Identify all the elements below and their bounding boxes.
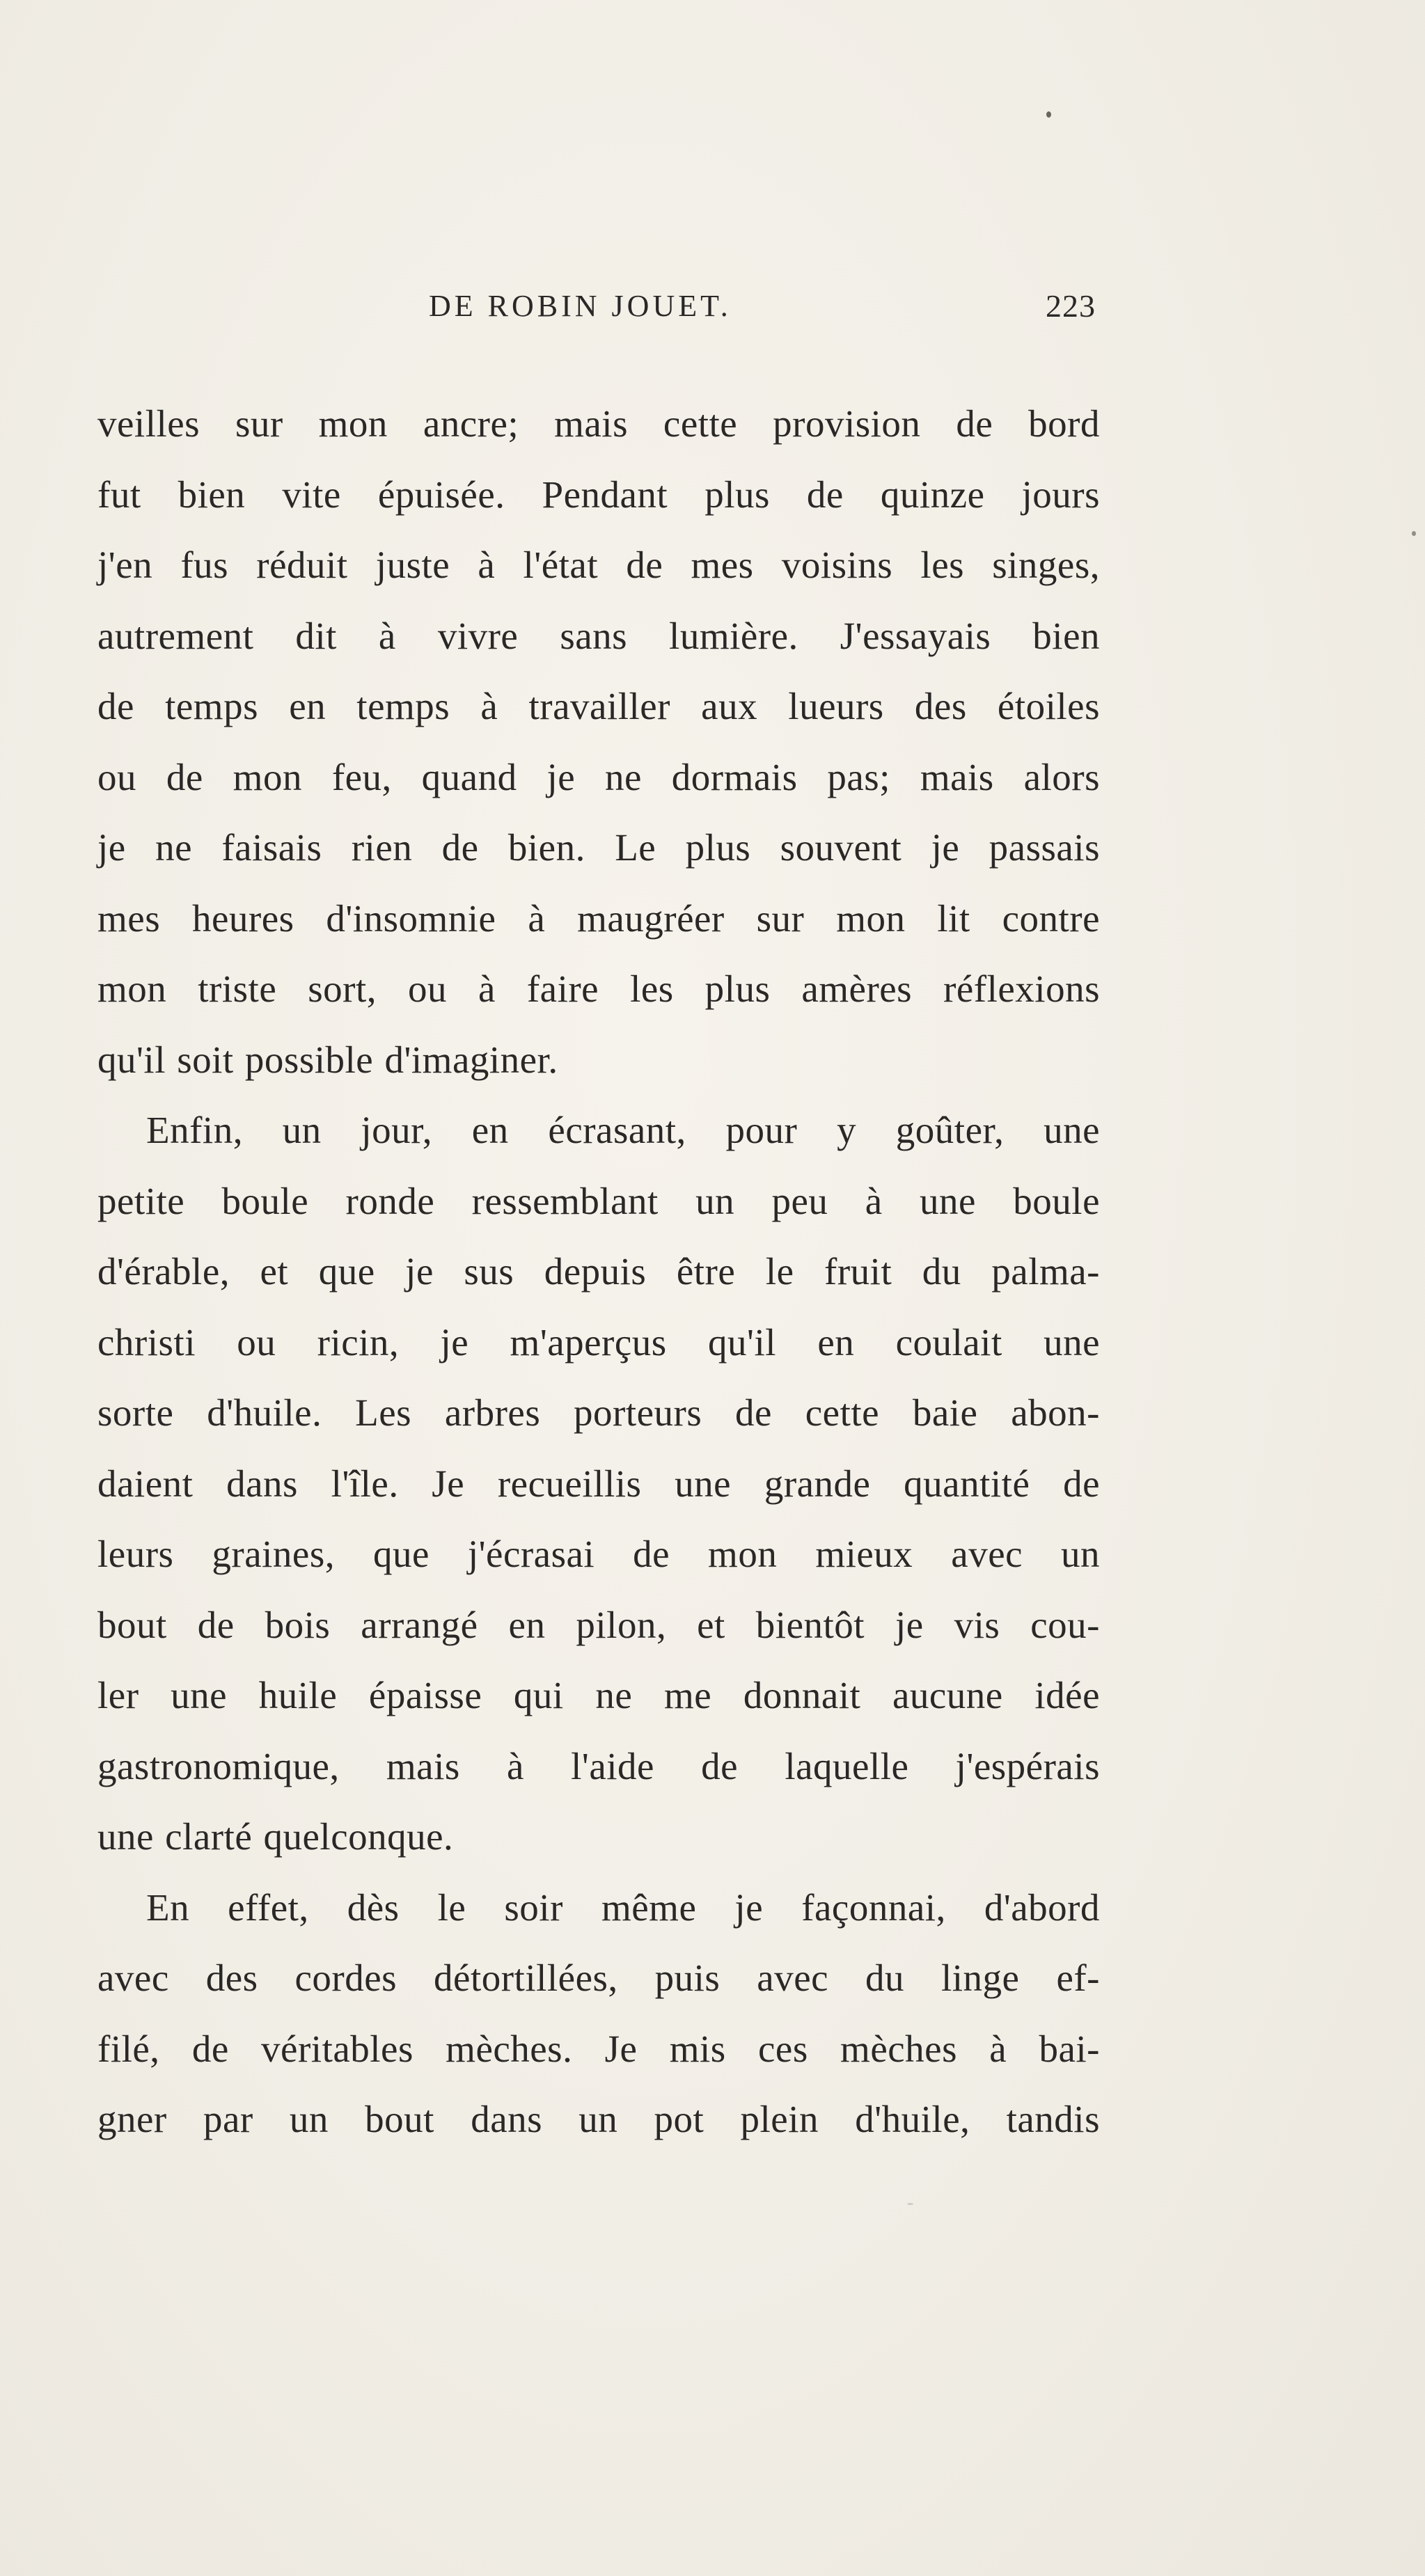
ink-speck bbox=[1412, 531, 1416, 536]
text-line: veilles sur mon ancre; mais cette provision de bord bbox=[97, 402, 1100, 445]
running-title: DE ROBIN JOUET. bbox=[429, 289, 732, 323]
text-line: mes heures d'insomnie à maugréer sur mon lit contre bbox=[97, 896, 1100, 940]
text-line: je ne faisais rien de bien. Le plus souvent je passais bbox=[97, 826, 1100, 869]
text-line: mon triste sort, ou à faire les plus amères réflexions bbox=[97, 967, 1100, 1010]
text-line: sorte d'huile. Les arbres porteurs de cette baie abon- bbox=[97, 1391, 1100, 1434]
text-line: filé, de véritables mèches. Je mis ces mèches à bai- bbox=[97, 2027, 1100, 2070]
text-line: ler une huile épaisse qui ne me donnait aucune idée bbox=[97, 1674, 1100, 1716]
text-line: En effet, dès le soir même je façonnai, d'abord bbox=[146, 1886, 1100, 1929]
page-number: 223 bbox=[1046, 288, 1096, 324]
ink-speck bbox=[1046, 111, 1051, 118]
text-line: Enfin, un jour, en écrasant, pour y goûter, une bbox=[146, 1109, 1100, 1151]
text-line: fut bien vite épuisée. Pendant plus de quinze jours bbox=[97, 473, 1100, 516]
text-line: leurs graines, que j'écrasai de mon mieux avec un bbox=[97, 1533, 1100, 1575]
text-line: autrement dit à vivre sans lumière. J'essayais bien bbox=[97, 614, 1100, 657]
text-line: ou de mon feu, quand je ne dormais pas; mais alors bbox=[97, 755, 1100, 798]
text-line: bout de bois arrangé en pilon, et bientôt je vis cou- bbox=[97, 1603, 1100, 1646]
text-line: de temps en temps à travailler aux lueurs des étoiles bbox=[97, 685, 1100, 727]
text-line: daient dans l'île. Je recueillis une grande quantité de bbox=[97, 1462, 1100, 1505]
text-line: christi ou ricin, je m'aperçus qu'il en coulait une bbox=[97, 1320, 1100, 1364]
text-line: avec des cordes détortillées, puis avec du linge ef- bbox=[97, 1957, 1100, 1999]
ink-speck bbox=[907, 2203, 913, 2205]
running-head bbox=[0, 285, 1425, 327]
body-text bbox=[97, 388, 1100, 2155]
text-line: gastronomique, mais à l'aide de laquelle j'espérais bbox=[97, 1744, 1100, 1787]
text-line: une clarté quelconque. bbox=[97, 1815, 454, 1858]
text-line: qu'il soit possible d'imaginer. bbox=[97, 1038, 558, 1081]
text-line: gner par un bout dans un pot plein d'huile, tandis bbox=[97, 2098, 1100, 2140]
text-line: petite boule ronde ressemblant un peu à une boule bbox=[97, 1179, 1100, 1222]
text-line: d'érable, et que je sus depuis être le fruit du palma- bbox=[97, 1250, 1100, 1293]
text-line: j'en fus réduit juste à l'état de mes voisins les singes, bbox=[97, 544, 1100, 586]
